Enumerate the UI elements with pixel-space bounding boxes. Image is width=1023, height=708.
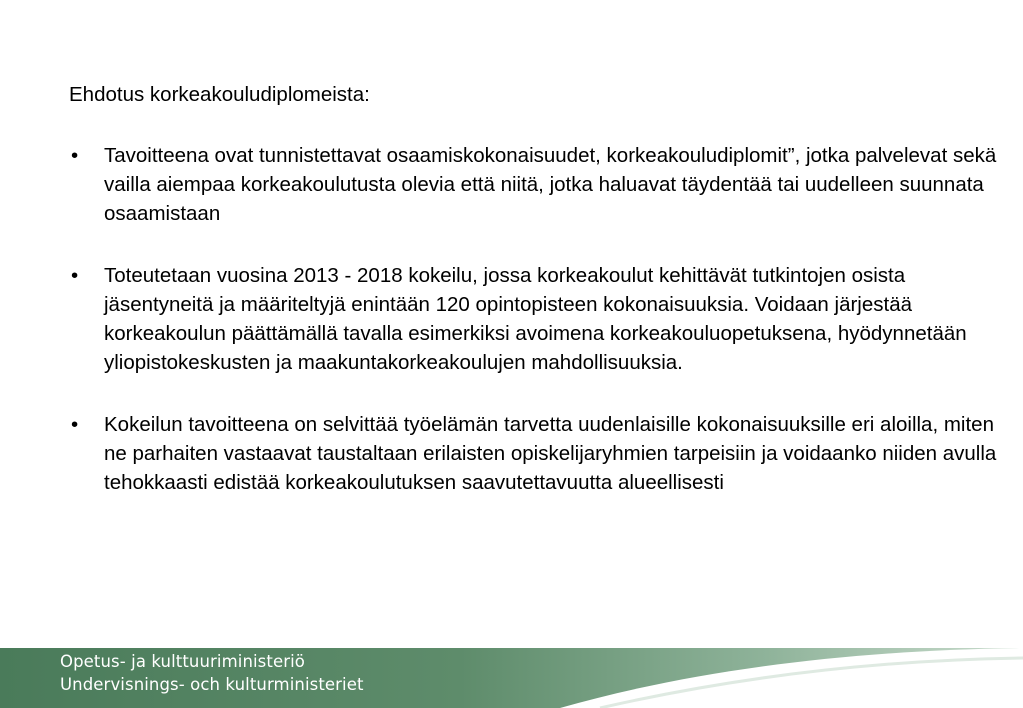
list-item (69, 141, 1014, 228)
ministry-name-fi: Opetus- ja kulttuuriministeriö (60, 652, 305, 671)
bullet-text: Tavoitteena ovat tunnistettavat osaamiskokonaisuudet, korkeakouludiplomit”, jotka palvelevat sekä vailla aiempaa korkeakoulutusta olevia että niitä, jotka haluavat täydentää tai uudelleen suunnata osaamistaan (104, 144, 997, 225)
bullet-marker: • (71, 144, 79, 167)
footer-band (0, 648, 1023, 708)
bullet-text: Kokeilun tavoitteena on selvittää työelämän tarvetta uudenlaisille kokonaisuuksille eri aloilla, miten ne parhaiten vastaavat taustaltaan erilaisten opiskelijaryhmien tarpeisiin ja voidaanko niiden avulla tehokkaasti edistää korkeakoulutuksen saavutettavuutta alueellisesti (104, 413, 997, 494)
slide-content (69, 80, 1014, 497)
ministry-name-sv: Undervisnings- och kulturministeriet (60, 675, 364, 694)
bullet-marker: • (71, 264, 79, 287)
bullet-list (69, 141, 1014, 497)
bullet-marker: • (71, 413, 79, 436)
slide-heading: Ehdotus korkeakouludiplomeista: (69, 83, 370, 106)
list-item (69, 410, 1014, 497)
bullet-text: Toteutetaan vuosina 2013 - 2018 kokeilu, jossa korkeakoulut kehittävät tutkintojen osista jäsentyneitä ja määriteltyjä enintään 120 opintopisteen kokonaisuuksia. Voidaan järjestää korkeakoulun päättämällä tavalla esimerkiksi avoimena korkeakouluopetuksena, hyödynnetään yliopistokeskusten ja maakuntakorkeakoulujen mahdollisuuksia. (104, 264, 967, 374)
list-item (69, 261, 1014, 377)
